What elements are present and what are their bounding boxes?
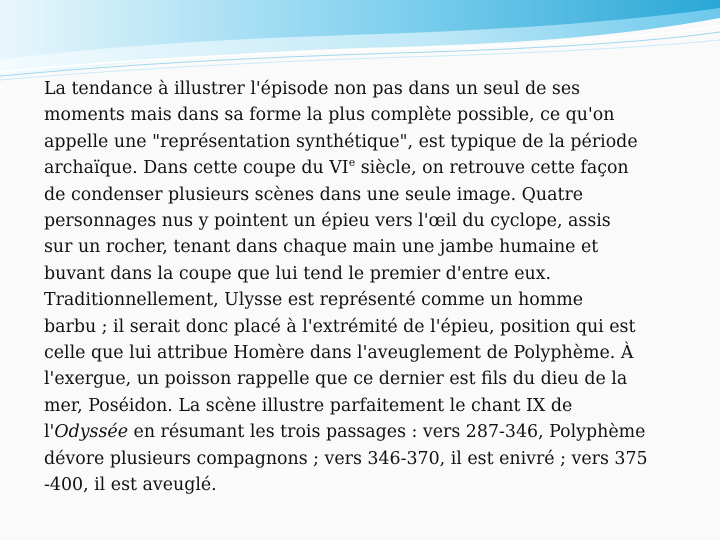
text-line: [44, 287, 684, 313]
text-line: [44, 182, 684, 208]
text-line-main: celle que lui attribue Homère dans l'aveuglement de Polyphème. À: [44, 343, 634, 364]
text-line-main: La tendance à illustrer l'épisode non pas dans un seul de ses: [44, 79, 581, 99]
text-line: [44, 261, 684, 287]
text-line-main: archaïque. Dans cette coupe du VI: [44, 158, 349, 179]
text-line-main: buvant dans la coupe que lui tend le premier d'entre eux.: [44, 263, 552, 284]
text-line-main: sur un rocher, tenant dans chaque main une jambe humaine et: [44, 237, 599, 258]
text-line: [44, 446, 684, 472]
text-line-continuation: en résumant les trois passages : vers 287-346, Polyphème: [128, 422, 646, 443]
text-line: [44, 102, 684, 128]
text-line-main: mer, Poséidon. La scène illustre parfaitement le chant IX de: [44, 395, 573, 416]
text-line-main: moments mais dans sa forme la plus complète possible, ce qu'on: [44, 105, 615, 126]
text-line-main: appelle une "représentation synthétique", est typique de la période: [44, 131, 638, 152]
body-paragraph: [44, 76, 684, 499]
text-line: [44, 76, 684, 102]
text-line: [44, 155, 684, 181]
text-line: [44, 366, 684, 392]
text-line: [44, 393, 684, 419]
text-line-continuation: siècle, on retrouve cette façon: [355, 158, 629, 179]
italic-title: Odyssée: [54, 422, 128, 443]
text-line-main: Traditionnellement, Ulysse est représenté comme un homme: [44, 290, 584, 311]
text-line: [44, 419, 684, 445]
text-line-main: l'exergue, un poisson rappelle que ce dernier est fils du dieu de la: [44, 369, 628, 390]
text-line: [44, 234, 684, 260]
text-line-main: personnages nus y pointent un épieu vers l'œil du cyclope, assis: [44, 211, 611, 232]
text-line-main: dévore plusieurs compagnons ; vers 346-370, il est enivré ; vers 375: [44, 448, 648, 469]
text-line: [44, 314, 684, 340]
text-line: [44, 472, 684, 498]
text-line-main: barbu ; il serait donc placé à l'extrémité de l'épieu, position qui est: [44, 316, 636, 337]
text-line: [44, 129, 684, 155]
superscript: e: [348, 156, 356, 170]
text-line-main: l': [44, 422, 55, 443]
text-line-main: -400, il est aveuglé.: [44, 475, 217, 496]
text-line-main: de condenser plusieurs scènes dans une seule image. Quatre: [44, 184, 584, 205]
text-line: [44, 208, 684, 234]
text-line: [44, 340, 684, 366]
